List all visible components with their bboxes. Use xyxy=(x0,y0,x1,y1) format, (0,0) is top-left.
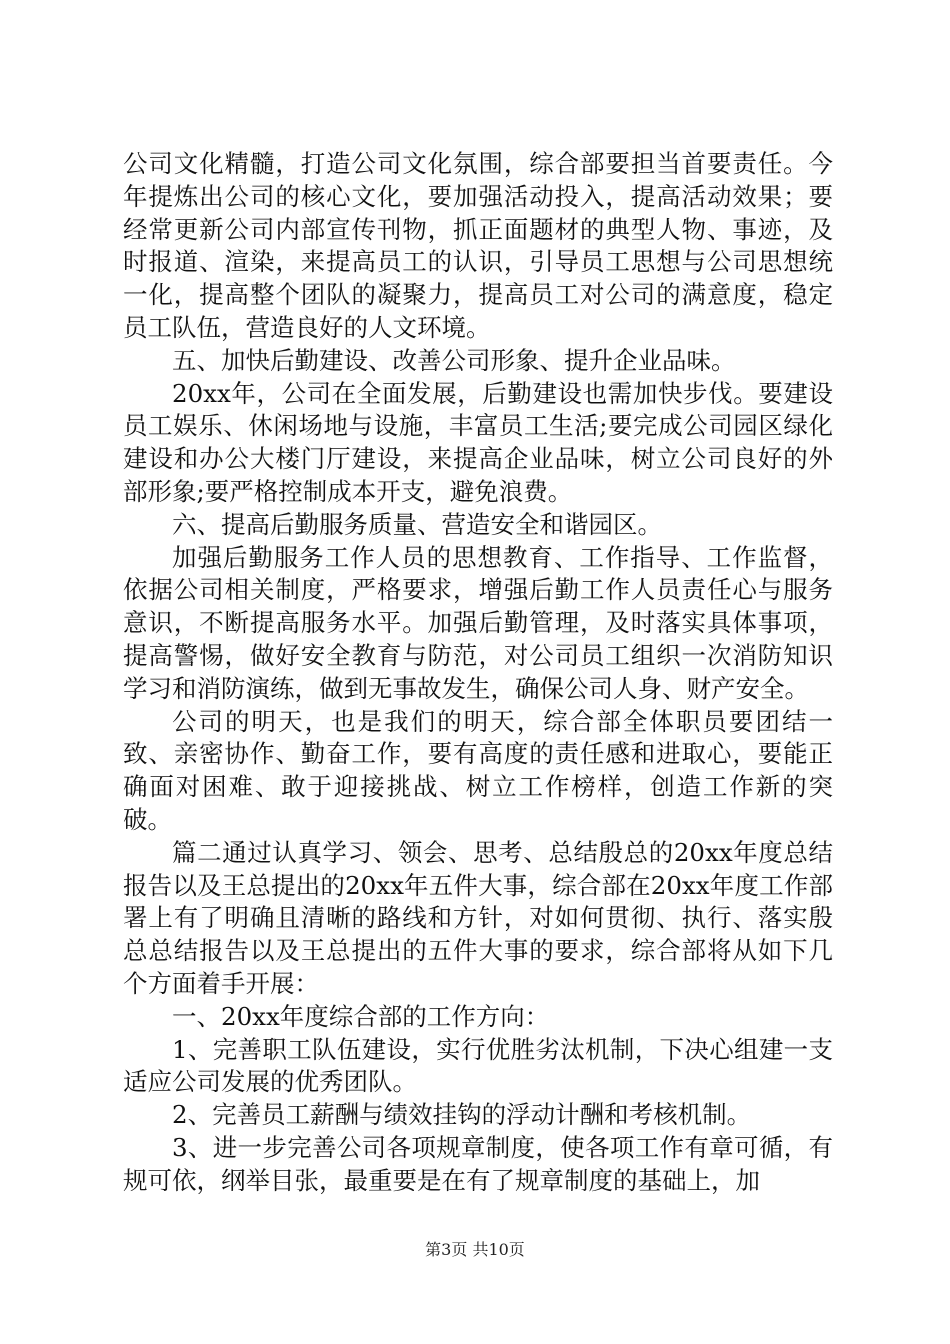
document-body xyxy=(123,148,833,1198)
paragraph-service-quality: 加强后勤服务工作人员的思想教育、工作指导、工作监督，依据公司相关制度，严格要求，增强后勤工作人员责任心与服务意识，不断提高服务水平。加强后勤管理，及时落实具体事项，提高警惕，做好安全教育与防范，对公司员工组织一次消防知识学习和消防演练，做到无事故发生，确保公司人身、财产安全。 xyxy=(123,542,833,703)
paragraph-continuation: 公司文化精髓，打造公司文化氛围，综合部要担当首要责任。今年提炼出公司的核心文化，要加强活动投入，提高活动效果；要经常更新公司内部宣传刊物，抓正面题材的典型人物、事迹，及时报道、渲染，来提高员工的认识，引导员工思想与公司思想统一化，提高整个团队的凝聚力，提高员工对公司的满意度，稳定员工队伍，营造良好的人文环境。 xyxy=(123,149,833,342)
list-item-2: 2、完善员工薪酬与绩效挂钩的浮动计酬和考核机制。 xyxy=(172,1100,752,1130)
paragraph-part-two-intro: 篇二通过认真学习、领会、思考、总结殷总的20xx年度总结报告以及王总提出的20xx年五件大事，综合部在20xx年度工作部署上有了明确且清晰的路线和方针，对如何贯彻、执行、落实殷总总结报告以及王总提出的五件大事的要求，综合部将从如下几个方面着手开展： xyxy=(123,837,833,998)
page-number-footer: 第3页 共10页 xyxy=(425,1240,525,1259)
section-heading-one: 一、20xx年度综合部的工作方向： xyxy=(172,1001,550,1031)
list-item-3: 3、进一步完善公司各项规章制度，使各项工作有章可循，有规可依，纲举目张，最重要是在有了规章制度的基础上，加 xyxy=(123,1132,833,1195)
section-heading-six: 六、提高后勤服务质量、营造安全和谐园区。 xyxy=(172,509,662,539)
list-item-1: 1、完善职工队伍建设，实行优胜劣汰机制，下决心组建一支适应公司发展的优秀团队。 xyxy=(123,1034,833,1097)
paragraph-tomorrow: 公司的明天，也是我们的明天，综合部全体职员要团结一致、亲密协作、勤奋工作，要有高度的责任感和进取心，要能正确面对困难、敢于迎接挑战、树立工作榜样，创造工作新的突破。 xyxy=(123,706,833,834)
paragraph-logistics: 20xx年，公司在全面发展，后勤建设也需加快步伐。要建设员工娱乐、休闲场地与设施，丰富员工生活;要完成公司园区绿化建设和办公大楼门厅建设，来提高企业品味，树立公司良好的外部形象;要严格控制成本开支，避免浪费。 xyxy=(123,378,833,506)
section-heading-five: 五、加快后勤建设、改善公司形象、提升企业品味。 xyxy=(172,345,736,375)
